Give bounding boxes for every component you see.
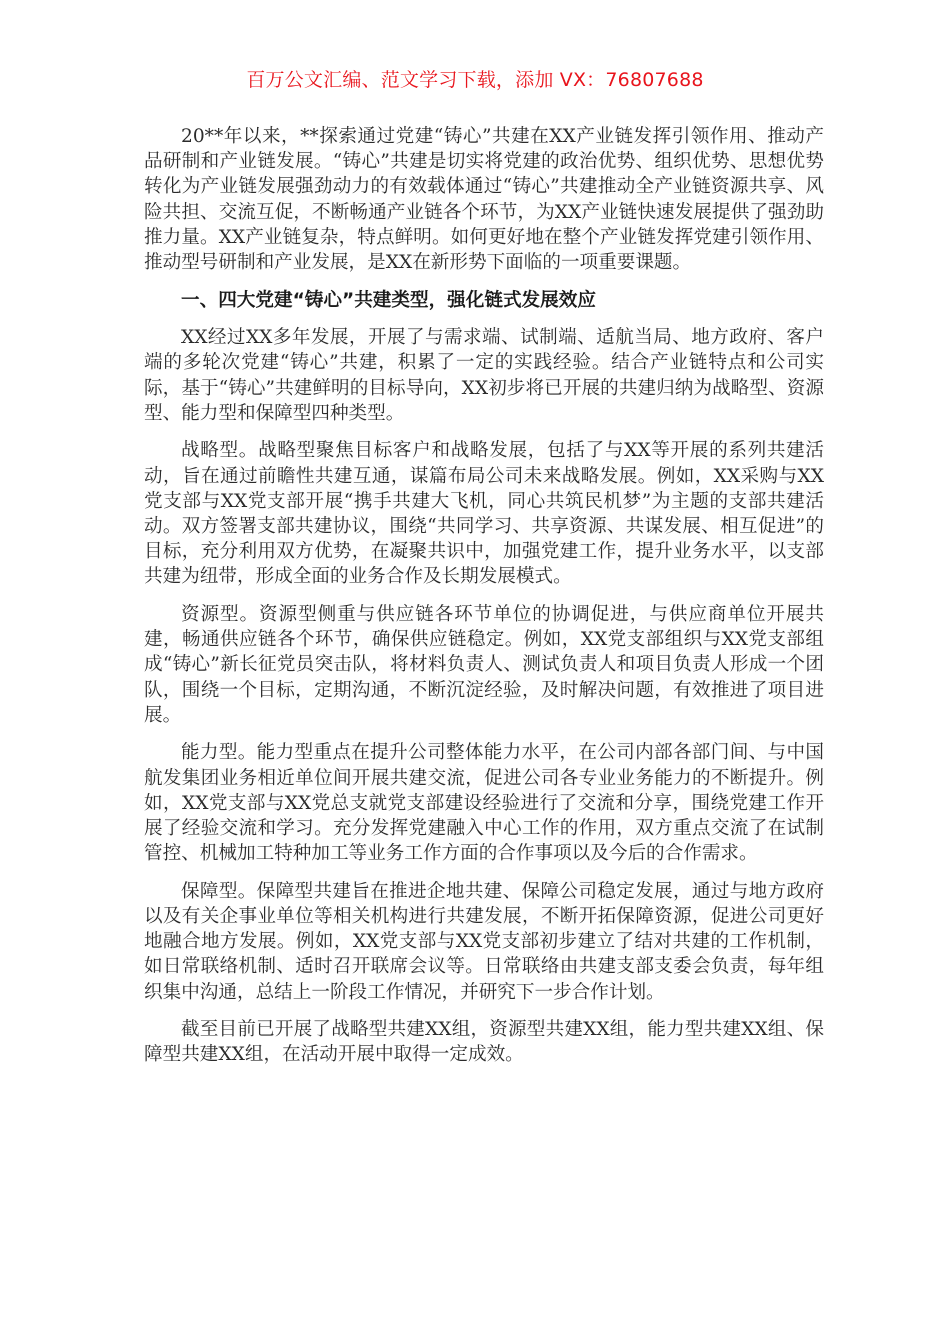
support-type-paragraph: 保障型。保障型共建旨在推进企地共建、保障公司稳定发展，通过与地方政府以及有关企事业单位等相关机构进行共建发展，不断开拓保障资源，促进公司更好地融合地方发展。例如，XX党支部与XX党支部初步建立了结对共建的工作机制，如日常联络机制、适时召开联席会议等。日常联络由共建支部支委会负责，每年组织集中沟通，总结上一阶段工作情况，并研究下一步合作计划。 <box>144 880 824 1003</box>
section-overview-paragraph: XX经过XX多年发展，开展了与需求端、试制端、适航当局、地方政府、客户端的多轮次党建“铸心”共建，积累了一定的实践经验。结合产业链特点和公司实际，基于“铸心”共建鲜明的目标导向，XX初步将已开展的共建归纳为战略型、资源型、能力型和保障型四种类型。 <box>144 327 824 424</box>
intro-paragraph: 20**年以来，**探索通过党建“铸心”共建在XX产业链发挥引领作用、推动产品研制和产业链发展。“铸心”共建是切实将党建的政治优势、组织优势、思想优势转化为产业链发展强劲动力的有效载体通过“铸心”共建推动全产业链资源共享、风险共担、交流互促，不断畅通产业链各个环节，为XX产业链快速发展提供了强劲助推力量。XX产业链复杂，特点鲜明。如何更好地在整个产业链发挥党建引领作用、推动型号研制和产业发展，是XX在新形势下面临的一项重要课题。 <box>144 126 824 274</box>
summary-paragraph: 截至目前已开展了战略型共建XX组，资源型共建XX组，能力型共建XX组、保障型共建XX组，在活动开展中取得一定成效。 <box>144 1019 824 1066</box>
section-heading: 一、四大党建“铸心”共建类型，强化链式发展效应 <box>181 289 596 311</box>
resource-type-paragraph: 资源型。资源型侧重与供应链各环节单位的协调促进，与供应商单位开展共建，畅通供应链各个环节，确保供应链稳定。例如，XX党支部组织与XX党支部组成“铸心”新长征党员突击队，将材料负责人、测试负责人和项目负责人形成一个团队，围绕一个目标，定期沟通，不断沉淀经验，及时解决问题，有效推进了项目进展。 <box>144 604 824 726</box>
document-body <box>144 124 824 1080</box>
capability-type-paragraph: 能力型。能力型重点在提升公司整体能力水平，在公司内部各部门间、与中国航发集团业务相近单位间开展共建交流，促进公司各专业业务能力的不断提升。例如，XX党支部与XX党总支就党支部建设经验进行了交流和分享，围绕党建工作开展了经验交流和学习。充分发挥党建融入中心工作的作用，双方重点交流了在试制管控、机械加工特种加工等业务工作方面的合作事项以及今后的合作需求。 <box>144 742 824 865</box>
promo-banner: 百万公文汇编、范文学习下载，添加 VX：76807688 <box>246 69 704 91</box>
strategic-type-paragraph: 战略型。战略型聚焦目标客户和战略发展，包括了与XX等开展的系列共建活动，旨在通过前瞻性共建互通，谋篇布局公司未来战略发展。例如，XX采购与XX党支部与XX党支部开展“携手共建大飞机，同心共筑民机梦”为主题的支部共建活动。双方签署支部共建协议，围绕“共同学习、共享资源、共谋发展、相互促进”的目标，充分利用双方优势，在凝聚共识中，加强党建工作，提升业务水平，以支部共建为纽带，形成全面的业务合作及长期发展模式。 <box>144 440 824 588</box>
